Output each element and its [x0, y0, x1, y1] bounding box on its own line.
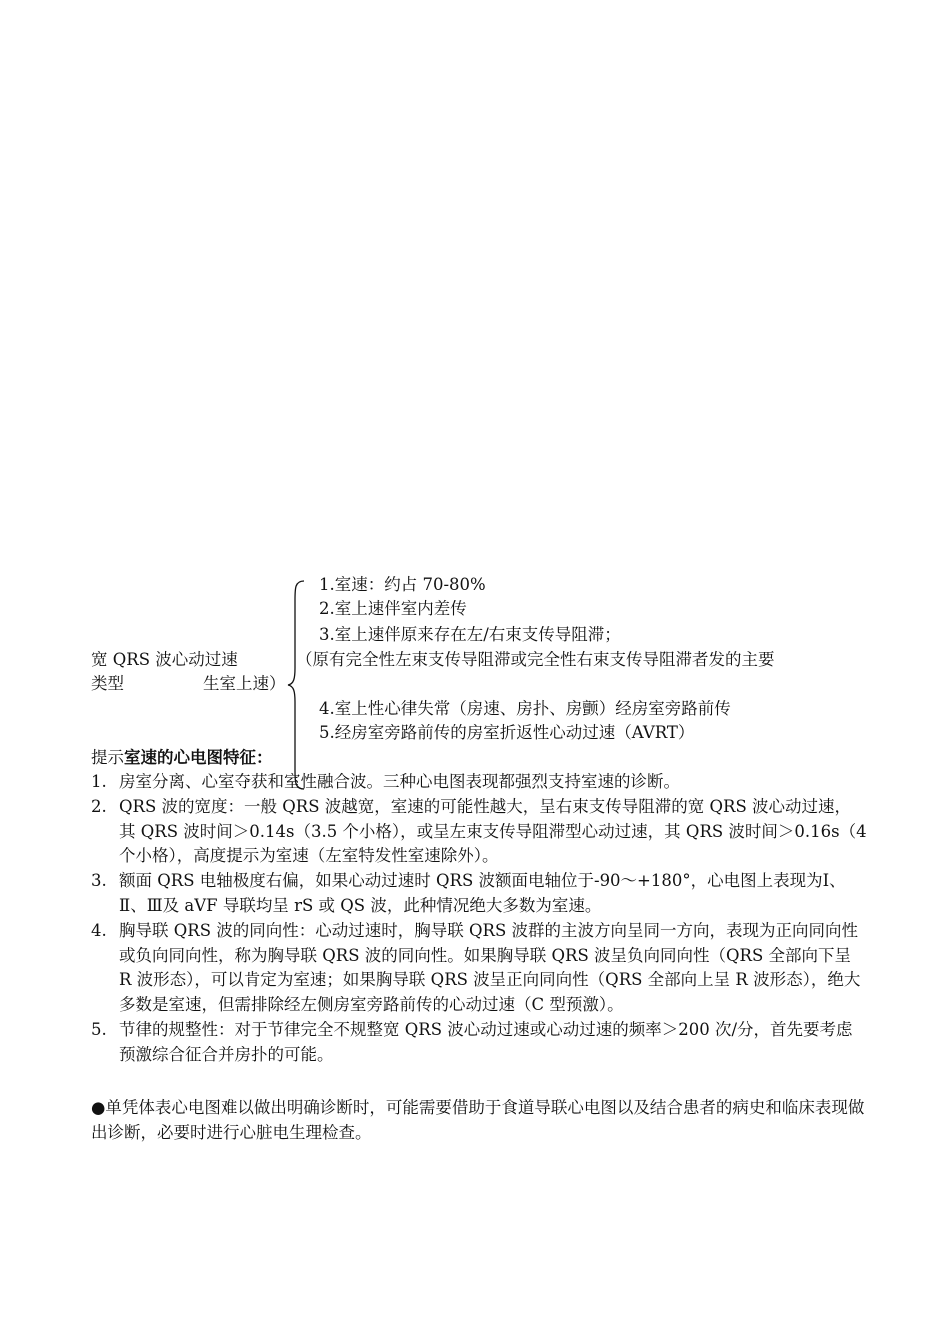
- list-item: [91, 919, 867, 1018]
- list-item-text: 胸导联 QRS 波的同向性：心动过速时，胸导联 QRS 波群的主波方向呈同一方向，表现为正向同向性或负向同向性，称为胸导联 QRS 波的同向性。如果胸导联 QRS 波呈负向同向性（QRS 全部向下呈 R 波形态），可以肯定为室速；如果胸导联 QRS 波呈正向同向性（QRS 全部向上呈 R 波形态），绝大多数是室速，但需排除经左侧房室旁路前传的心动过速（C 型预激）。: [119, 920, 861, 1015]
- diagnosis-note: ●单凭体表心电图难以做出明确诊断时，可能需要借助于食道导联心电图以及结合患者的病史和临床表现做出诊断，必要时进行心脏电生理检查。: [91, 1098, 865, 1142]
- curly-brace-icon: [286, 578, 308, 792]
- list-item-number: 1.: [91, 772, 107, 791]
- section-heading: [91, 746, 273, 770]
- list-item-number: 4.: [91, 920, 107, 940]
- list-item-text: QRS 波的宽度：一般 QRS 波越宽，室速的可能性越大，呈右束支传导阻滞的宽 QRS 波心动过速，其 QRS 波时间＞0.14s（3.5 个小格），或呈左束支传导阻滞型心动过速，其 QRS 波时间＞0.16s（4 个小格），高度提示为室速（左室特发性室速除外）。: [119, 796, 867, 866]
- classification-title-line1: 宽 QRS 波心动过速: [91, 650, 238, 669]
- classification-item-3: 3.室上速伴原来存在左/右束支传导阻滞；: [319, 625, 621, 644]
- list-item-number: 5.: [91, 1019, 107, 1039]
- section-heading-bold: 室速的心电图特征：: [124, 748, 273, 767]
- classification-item-2: 2.室上速伴室内差传: [319, 599, 467, 618]
- classification-item-3-note: （原有完全性左束支传导阻滞或完全性右束支传导阻滞者发的主要: [296, 650, 775, 669]
- classification-item-4: 4.室上性心律失常（房速、房扑、房颤）经房室旁路前传: [319, 699, 731, 718]
- list-item-number: 3.: [91, 871, 107, 891]
- list-item-text: 额面 QRS 电轴极度右偏，如果心动过速时 QRS 波额面电轴位于-90～+180°，心电图上表现为Ⅰ、Ⅱ、Ⅲ及 aVF 导联均呈 rS 或 QS 波，此种情况绝大多数为室速。: [119, 871, 846, 915]
- classification-item-1: 1.室速：约占 70-80%: [319, 575, 486, 594]
- list-item: [91, 1018, 867, 1068]
- classification-item-5: 5.经房室旁路前传的房室折返性心动过速（AVRT）: [319, 723, 695, 742]
- list-item: [91, 869, 867, 919]
- list-item-text: 节律的规整性：对于节律完全不规整宽 QRS 波心动过速或心动过速的频率＞200 次/分，首先要考虑预激综合征合并房扑的可能。: [119, 1019, 853, 1064]
- list-item: [91, 795, 867, 869]
- section-heading-prefix: 提示: [91, 748, 124, 767]
- feature-list: [91, 770, 867, 1068]
- list-item-text: 房室分离、心室夺获和室性融合波。三种心电图表现都强烈支持室速的诊断。: [119, 772, 680, 791]
- classification-title-line2: 类型: [91, 674, 124, 693]
- list-item-number: 2.: [91, 796, 107, 816]
- list-item: [91, 770, 867, 795]
- classification-title-line2-tail: 生室上速）: [203, 674, 286, 693]
